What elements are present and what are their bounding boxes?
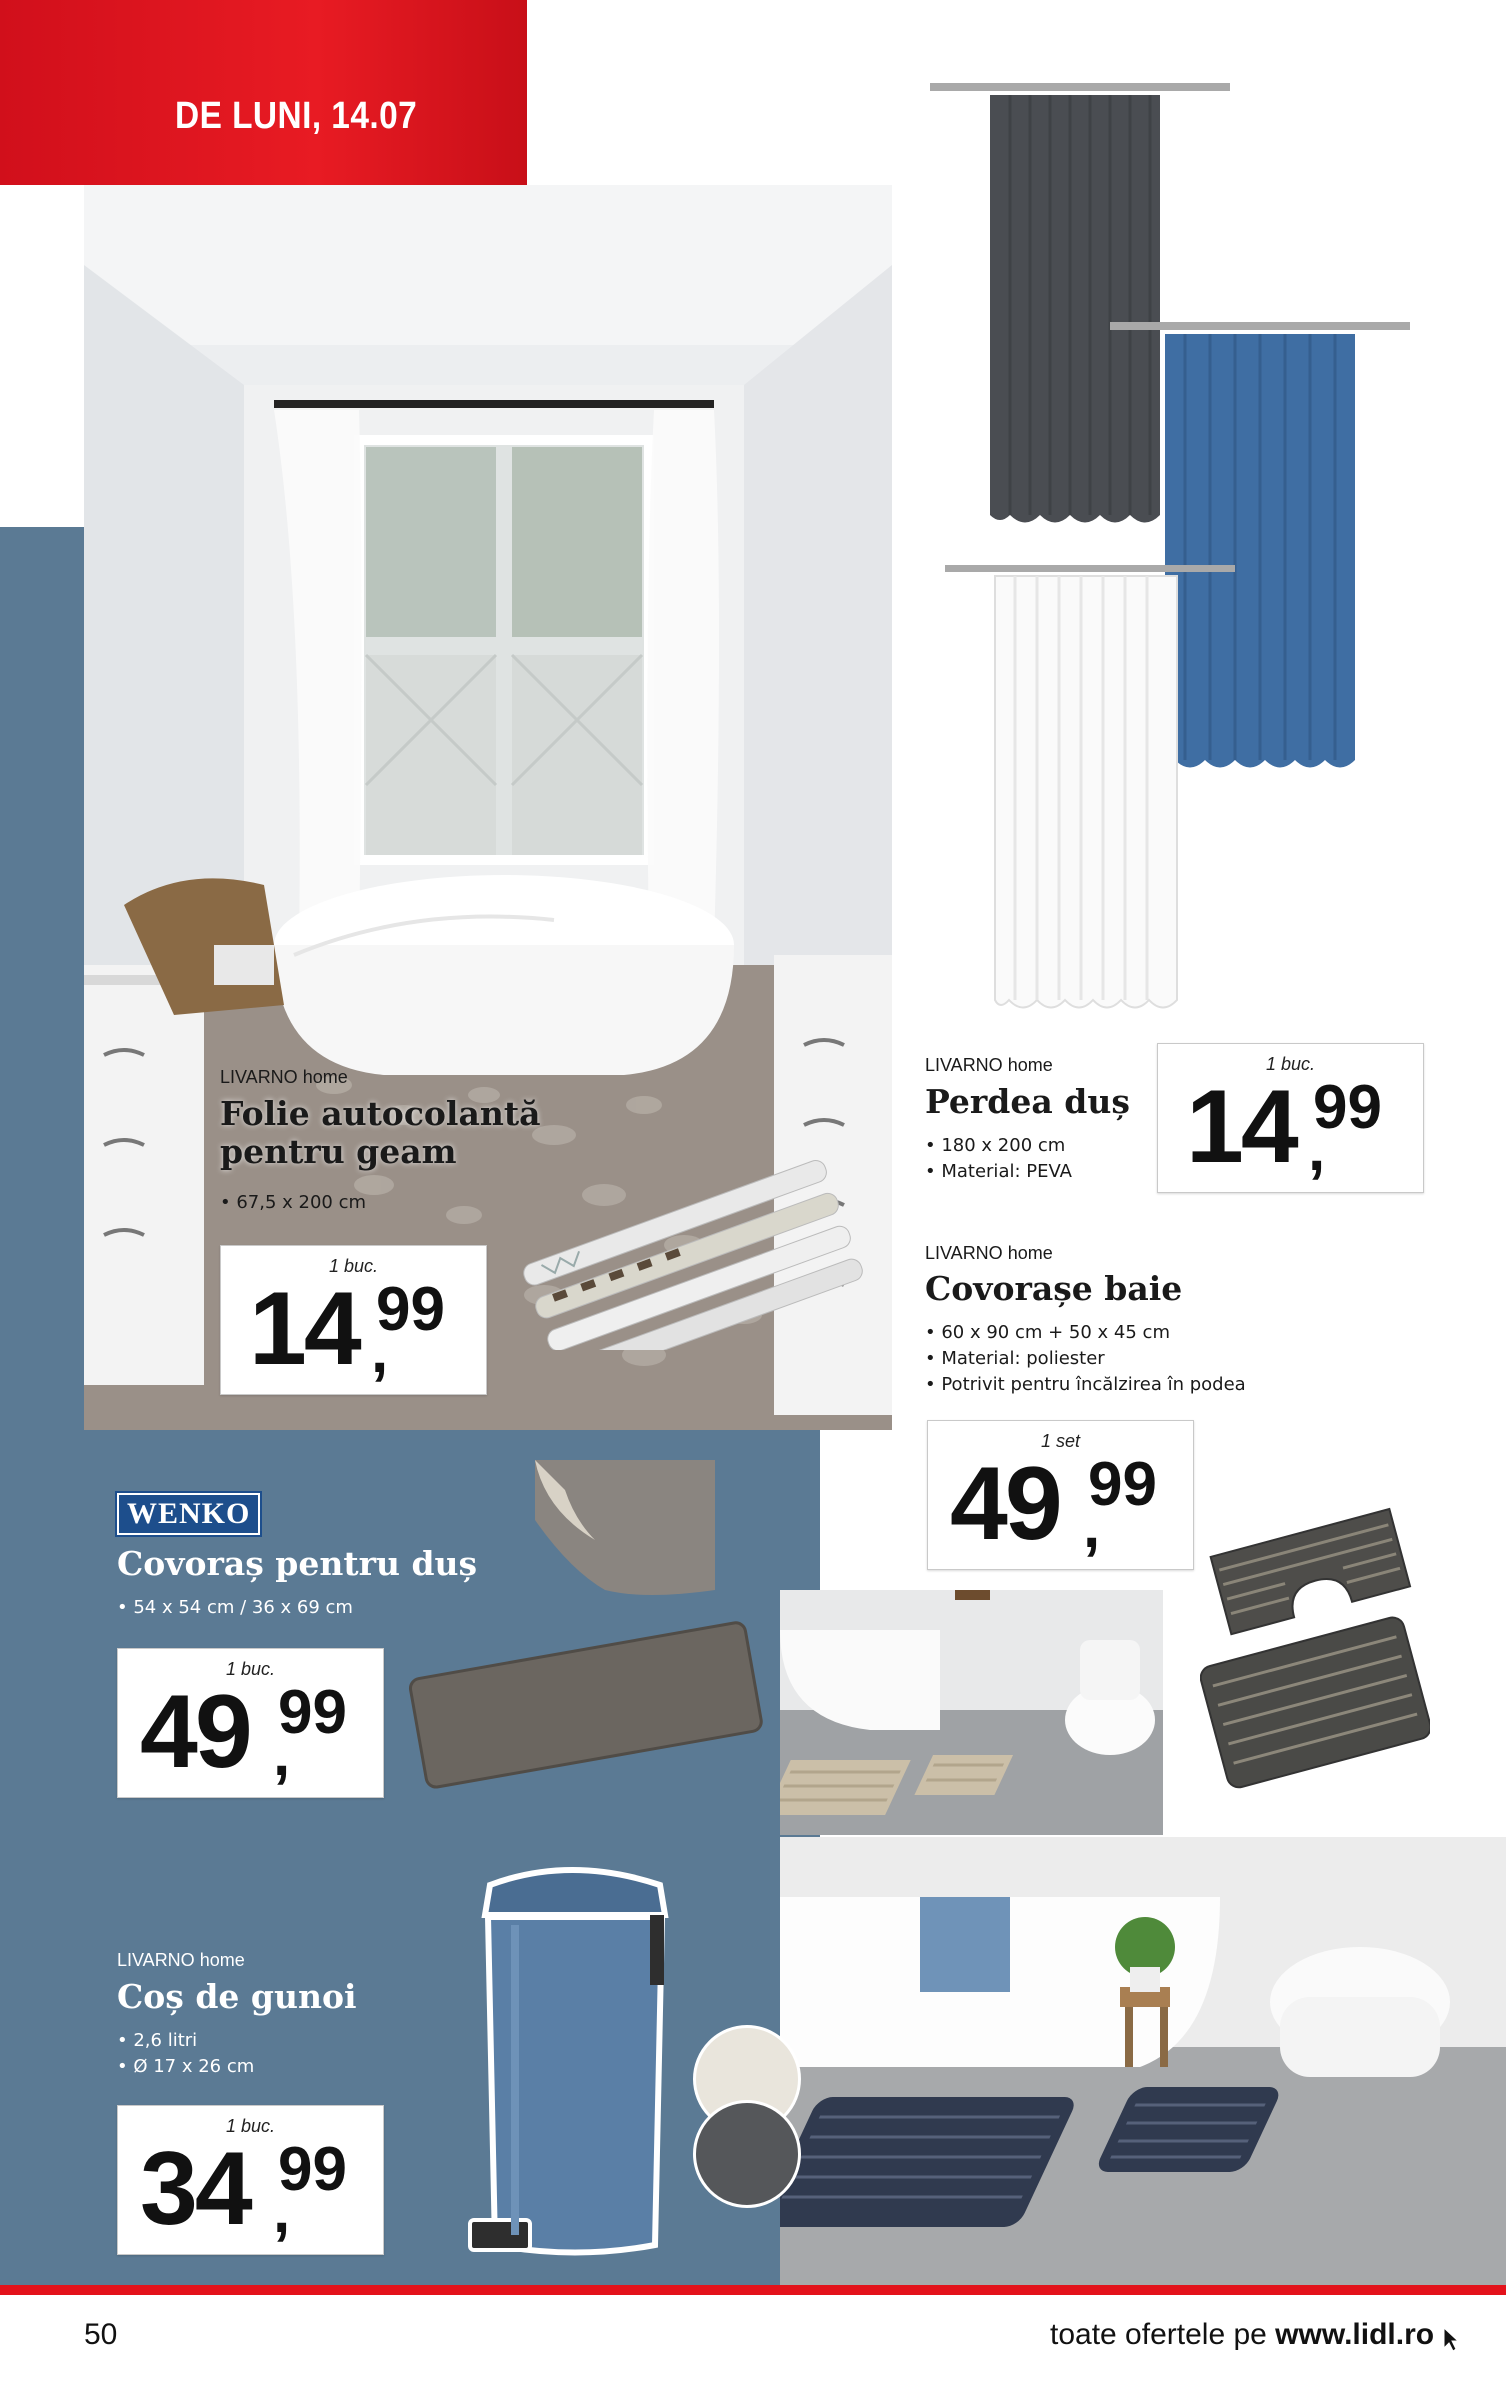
color-swatch-dark-grey	[693, 2100, 801, 2208]
price-comma: ,	[1308, 1115, 1326, 1184]
date-banner	[0, 0, 527, 185]
covoras-dus-bullet-size: • 54 x 54 cm / 36 x 69 cm	[117, 1595, 353, 1621]
bath-mats-photo-2	[780, 1837, 1506, 2285]
price-decimal: 99	[278, 2135, 347, 2204]
shower-mat-image	[395, 1450, 775, 1790]
page-number: 50	[84, 2318, 118, 2351]
folie-price-box	[220, 1245, 487, 1395]
cos-brand: LIVARNO home	[117, 1950, 245, 1970]
perdea-bullet-material: • Material: PEVA	[925, 1159, 1072, 1185]
price-unit: 1 set	[1040, 1431, 1081, 1451]
covorase-title: Covorașe baie	[925, 1269, 1183, 1308]
price-unit: 1 buc.	[225, 1659, 276, 1679]
folie-bullet: • 67,5 x 200 cm	[220, 1190, 366, 1216]
perdea-price-box	[1157, 1043, 1424, 1193]
footer-link[interactable]: www.lidl.ro	[1275, 2318, 1435, 2351]
price-unit: 1 buc.	[328, 1256, 379, 1276]
covoras-dus-price-box	[117, 1648, 384, 1798]
covorase-price-box	[927, 1420, 1194, 1570]
perdea-title: Perdea duș	[925, 1082, 1130, 1121]
window-film-rolls-image	[505, 1150, 865, 1350]
covoras-dus-bullets	[117, 1595, 353, 1621]
folie-title-line1: Folie autocolantă	[220, 1094, 541, 1133]
price-unit: 1 buc.	[225, 2116, 276, 2136]
shower-curtain-white	[945, 560, 1235, 1020]
price-integer: 49	[140, 1674, 250, 1790]
folie-title-line2: pentru geam	[220, 1131, 457, 1171]
perdea-bullet-size: • 180 x 200 cm	[925, 1133, 1072, 1159]
price-decimal: 99	[1088, 1450, 1157, 1519]
folie-bullets	[220, 1190, 366, 1216]
folie-title	[220, 1095, 540, 1171]
footer-red-line	[0, 2285, 1506, 2295]
price-comma: ,	[273, 2177, 291, 2246]
trash-bin-image	[430, 1855, 740, 2275]
wenko-logo: WENKO	[117, 1493, 260, 1535]
price-decimal: 99	[278, 1678, 347, 1747]
price-integer: 49	[950, 1446, 1060, 1562]
covorase-bullet-size: • 60 x 90 cm + 50 x 45 cm	[925, 1320, 1246, 1346]
price-comma: ,	[371, 1317, 389, 1386]
covorase-brand: LIVARNO home	[925, 1243, 1053, 1263]
price-integer: 34	[140, 2131, 250, 2247]
date-label: DE LUNI, 14.07	[175, 95, 418, 137]
bath-mats-image	[1200, 1490, 1430, 1790]
cursor-icon	[1442, 2318, 1460, 2351]
perdea-bullets	[925, 1133, 1072, 1185]
cos-bullet-size: • Ø 17 x 26 cm	[117, 2054, 254, 2080]
price-unit: 1 buc.	[1265, 1054, 1316, 1074]
folie-brand: LIVARNO home	[220, 1067, 348, 1087]
cos-title: Coș de gunoi	[117, 1977, 357, 2016]
covoras-dus-title: Covoraș pentru duș	[117, 1544, 478, 1583]
bath-mats-photo-1	[780, 1590, 1163, 1835]
price-comma: ,	[273, 1720, 291, 1789]
price-decimal: 99	[376, 1275, 445, 1344]
cos-bullets	[117, 2028, 254, 2080]
covorase-bullet-material: • Material: poliester	[925, 1346, 1246, 1372]
footer-label: toate ofertele pe	[1050, 2318, 1276, 2351]
price-decimal: 99	[1313, 1073, 1382, 1142]
price-comma: ,	[1083, 1492, 1101, 1561]
footer-text	[1050, 2318, 1460, 2352]
cos-bullet-volume: • 2,6 litri	[117, 2028, 254, 2054]
covorase-bullet-heating: • Potrivit pentru încălzirea în podea	[925, 1372, 1246, 1398]
price-integer: 14	[1186, 1069, 1296, 1185]
perdea-brand: LIVARNO home	[925, 1055, 1053, 1075]
price-integer: 14	[249, 1271, 359, 1387]
covorase-bullets	[925, 1320, 1246, 1398]
cos-price-box	[117, 2105, 384, 2255]
